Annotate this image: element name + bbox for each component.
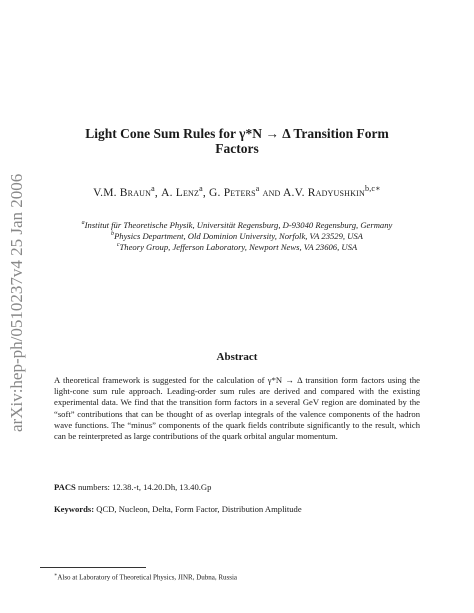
author-separator: and xyxy=(259,186,283,199)
pacs-line xyxy=(54,482,420,492)
affiliation-mark: c xyxy=(116,242,120,248)
author-list xyxy=(40,184,434,199)
author-affiliation-mark: a xyxy=(151,184,155,193)
abstract-body: A theoretical framework is suggested for the calculation of γ*N → Δ transition form factors using the light-cone sum rule approach. Leading-order sum rules are derived and compared with the existing experimental data. We find that the transition form factors in a several GeV region are dominated by the “soft” contributions that can be thought of as overlap integrals of the valence components of the hadron wave functions. The “minus” components of the quark fields contribute significantly to the result, which can be reinterpreted as large contributions of the quark orbital angular momentum. xyxy=(54,375,420,442)
author-separator: , xyxy=(154,186,162,199)
footnote-rule xyxy=(40,567,146,568)
footnote-text: Also at Laboratory of Theoretical Physics, JINR, Dubna, Russia xyxy=(57,573,238,582)
author-affiliation-mark: a xyxy=(255,184,260,193)
paper-title xyxy=(40,126,434,156)
affiliation-text: Institut für Theoretische Physik, Universität Regensburg, D-93040 Regensburg, Germany xyxy=(84,219,393,230)
title-line-1: Light Cone Sum Rules for γ*N → Δ Transition Form xyxy=(85,126,389,141)
author-affiliation-mark: a xyxy=(199,184,203,193)
keywords-label: Keywords: xyxy=(54,504,95,514)
footnote xyxy=(54,572,434,581)
pacs-numbers: numbers: 12.38.-t, 14.20.Dh, 13.40.Gp xyxy=(75,482,212,492)
affiliation-text: Theory Group, Jefferson Laboratory, Newport News, VA 23606, USA xyxy=(119,241,358,252)
author-name: A. Lenz xyxy=(161,186,200,199)
author-separator: , xyxy=(202,186,210,199)
keywords-list: QCD, Nucleon, Delta, Form Factor, Distribution Amplitude xyxy=(94,504,302,514)
keywords-line xyxy=(54,504,420,514)
pacs-label: PACS xyxy=(54,482,76,492)
affiliation-mark: a xyxy=(81,220,85,226)
author-name: V.M. Braun xyxy=(93,186,152,199)
footnote-mark: ∗ xyxy=(54,573,58,578)
author-name: A.V. Radyushkin xyxy=(282,186,365,199)
author-name: G. Peters xyxy=(209,186,256,199)
affiliation-mark: b xyxy=(111,231,115,237)
affiliation-line xyxy=(40,240,434,253)
title-line-2: Factors xyxy=(215,141,259,156)
arxiv-identifier-stamp: arXiv:hep-ph/0510237v4 25 Jan 2006 xyxy=(7,173,26,433)
author-affiliation-mark: b,c∗ xyxy=(364,184,381,193)
abstract-heading: Abstract xyxy=(216,351,258,363)
affiliation-text: Physics Department, Old Dominion University, Norfolk, VA 23529, USA xyxy=(114,230,363,241)
